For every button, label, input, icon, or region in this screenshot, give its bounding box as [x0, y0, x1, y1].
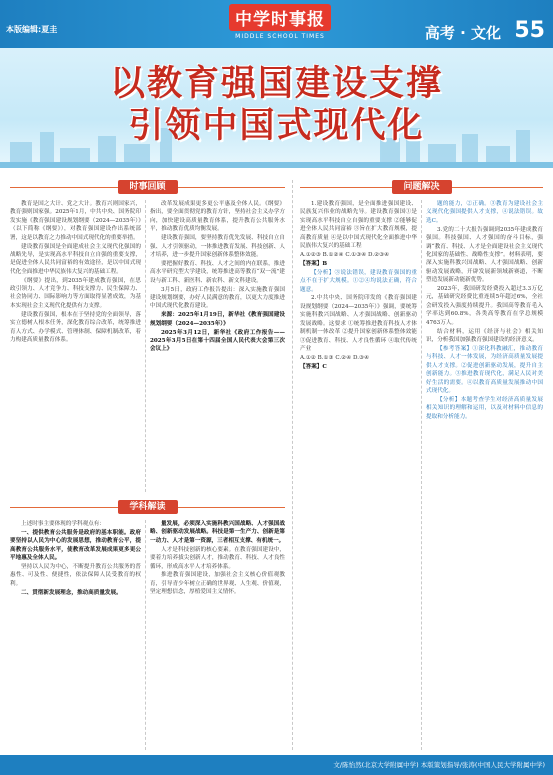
- discipline-column-right: [150, 520, 285, 750]
- page-header: [0, 0, 553, 48]
- discipline-paragraph: 坚持以人民为中心，不断提升教育公共服务的普惠性、可及性、便捷性，依法保障人民受教育的权利。: [10, 564, 141, 587]
- section-label-discipline: 学科解读: [117, 500, 177, 514]
- exam-question: 结合材料，运用《经济与社会》相关知识，分析我国加强教育强国建设的经济意义。: [426, 328, 543, 343]
- exam-column-left: [300, 200, 417, 750]
- masthead-subtitle: MIDDLE SCHOOL TIMES: [235, 33, 325, 40]
- discipline-paragraph: 人才是科技创新的核心要素。在教育强国建设中，要着力培养拔尖创新人才，推动教育、科技、人才良性循环，形成高水平人才培养体系。: [150, 546, 285, 570]
- section-label-news: 时事回顾: [117, 180, 177, 194]
- footer-credit: 文/陈怡然(北京大学附属中学) 本版策划指导/张涛(中国人民大学附属中学): [333, 761, 545, 769]
- column-divider: [145, 520, 146, 750]
- section-subject: 高考 · 文化: [424, 24, 501, 42]
- headline-banner: [0, 48, 553, 168]
- exam-reference-answer: 【参考答案】①深化科教融汇，推动教育与科技、人才一体发展，为经济高质量发展提供人才支撑。②促进创新驱动发展，提升自主创新能力。③推进教育现代化，满足人民对美好生活的需要。④以教育高质量发展推动中国式现代化。: [426, 345, 543, 394]
- exam-question: 2.中共中央、国务院印发的《教育强国建设规划纲要（2024—2035年）》强调，要统筹实施科教兴国战略、人才强国战略、创新驱动发展战略。这要求 ①统筹推进教育科技人才体制机制一体改革 ②提升国家创新体系整体效能 ③促进教育、科技、人才良性循环 ④取代传统产业: [300, 295, 417, 352]
- exam-analysis: 【分析】③说法错误，建设教育强国的重点不在于扩大规模。①②④均说法正确，符合题意。: [300, 269, 417, 293]
- section-label-exam: 问题解决: [391, 180, 451, 194]
- masthead-title: 中学时事报: [229, 4, 331, 31]
- news-column-left: [10, 200, 141, 492]
- exam-answer: 【答案】C: [300, 363, 327, 370]
- section-header-exam: [300, 180, 543, 194]
- column-divider: [145, 200, 146, 492]
- headline-line-1: 以教育强国建设支撑: [109, 63, 443, 104]
- news-source: 来源：2025年1月19日，新华社《教育强国建设规划纲要（2024—2035年）》: [150, 312, 285, 327]
- discipline-paragraph: 上述时事主要体现的学科观点有：: [21, 521, 105, 527]
- page-footer: [0, 755, 553, 775]
- news-source: 2025年3月12日，新华社《政府工作报告——2025年3月5日在第十四届全国人民代表大会第三次会议上》: [150, 329, 285, 353]
- discipline-paragraph: 二、贯彻新发展理念，推动高质量发展。: [21, 589, 122, 596]
- news-paragraph: 建设教育强国，要坚持教育优先发展、科技自立自强、人才引领驱动，一体推进教育发展、科技创新、人才培养，进一步提升国家创新体系整体效能。: [150, 235, 285, 258]
- exam-options: A.①②③ B.①②④ C.①③④ D.②③④: [300, 251, 390, 258]
- news-paragraph: 要把握好教育、科技、人才之间的内在联系，推进高水平研究型大学建设，统筹推进高等教育“双一流”建设与新工科、新医科、新农科、新文科建设。: [150, 260, 285, 284]
- section-header-news: [10, 180, 285, 194]
- discipline-paragraph: 推进教育强国建设，加强社会主义核心价值观教育，引导青少年树立正确的世界观、人生观、价值观，坚定理想信念，厚植爱国主义情怀。: [150, 572, 285, 596]
- news-paragraph: 建设教育强国是全面建成社会主义现代化强国的战略先导，是实现高水平科技自立自强的重要支撑，是促进全体人民共同富裕的有效途径，是以中国式现代化全面推进中华民族伟大复兴的基础工程。: [10, 243, 141, 275]
- headline-line-2: 引领中国式现代化: [128, 105, 425, 146]
- exam-question: 1.建设教育强国，是全面推进强国建设、民族复兴伟业的战略先导。建设教育强国①是实现高水平科技自立自强的重要支撑 ②能够促进全体人民共同富裕 ③旨在扩大教育规模，提高教育质量 ④是以中国式现代化全面推进中华民族伟大复兴的基础工程: [300, 201, 417, 250]
- news-paragraph: 《纲要》提出，到2035年建成教育强国，在思政引领力、人才竞争力、科技支撑力、民生保障力、社会协同力、国际影响力等方面取得显著成效，为基本实现社会主义现代化提供有力支撑。: [10, 277, 141, 309]
- exam-question: 2023年，我国研发经费投入超过3.3万亿元，基础研究经费比重连续5年超过6%，全社会研发投入强度持续提升。我国高等教育毛入学率达到60.8%，各类高等教育在学总规模4763万人。: [426, 286, 543, 326]
- news-paragraph: 建设教育强国，根本在于坚持党的全面领导，落实立德树人根本任务，深化教育综合改革，统筹推进育人方式、办学模式、管理体制、保障机制改革，着力构建高质量教育体系。: [10, 311, 141, 343]
- exam-answer: 【答案】B: [300, 260, 328, 267]
- exam-analysis: 题的能力，②正确。③教育为建设社会主义现代化强国提供人才支撑，④说法错误。故选C。: [426, 201, 543, 224]
- exam-column-right: [426, 200, 543, 750]
- discipline-paragraph: 量发展，必须深入实施科教兴国战略、人才强国战略、创新驱动发展战略。科技是第一生产力、创新是第一动力、人才是第一资源，三者相互支撑、有机统一。: [150, 521, 285, 544]
- news-paragraph: 3月5日，政府工作报告提出：深入实施教育强国建设规划纲要，办好人民满意的教育，以更大力度推进中国式现代化教育建设。: [150, 286, 285, 310]
- discipline-paragraph: 一、提供教育公共服务是政府的基本职能。政府要坚持以人民为中心的发展思想，推动教育公平，提高教育公共服务水平，使教育改革发展成果更多更公平地惠及全体人民。: [10, 529, 141, 562]
- page-number: 55: [514, 18, 545, 43]
- exam-analysis: 【分析】本题考查学生对经济高质量发展相关知识的理解和运用，以及对材料中信息的提取和分析能力。: [426, 396, 543, 420]
- exam-question: 3.党的二十大报告强调到2035年建成教育强国。科技强国、人才强国的奋斗目标，强调“教育、科技、人才是全面建设社会主义现代化国家的基础性、战略性支撑”。材料表明，要深入实施科教兴国战略、人才强国战略、创新驱动发展战略，开辟发展新领域新赛道，不断塑造发展新动能新优势。: [426, 226, 543, 284]
- news-paragraph: 教育是国之大计、党之大计。教育兴则国家兴，教育强则国家强。2025年1月，中共中央、国务院印发实施《教育强国建设规划纲要（2024—2035年）》（以下简称《纲要》），对教育强国建设作出系统部署，这是以教育之力推动中国式现代化的重要举措。: [10, 201, 141, 241]
- section-header-discipline: [10, 500, 285, 514]
- news-paragraph: 改革发展成果更多更公平惠及全体人民。《纲要》指出，要全面贯彻党的教育方针，坚持社会主义办学方向，加快建设高质量教育体系，提升教育公共服务水平，推动教育优质均衡发展。: [150, 201, 285, 233]
- column-divider: [421, 200, 422, 750]
- news-column-right: [150, 200, 285, 492]
- masthead: [225, 4, 335, 40]
- exam-options: A.①② B.①③ C.②④ D.③④: [300, 354, 370, 361]
- discipline-column-left: [10, 520, 141, 750]
- edition-editor: 本版编辑:夏圭: [6, 25, 58, 34]
- section-divider: [292, 180, 293, 750]
